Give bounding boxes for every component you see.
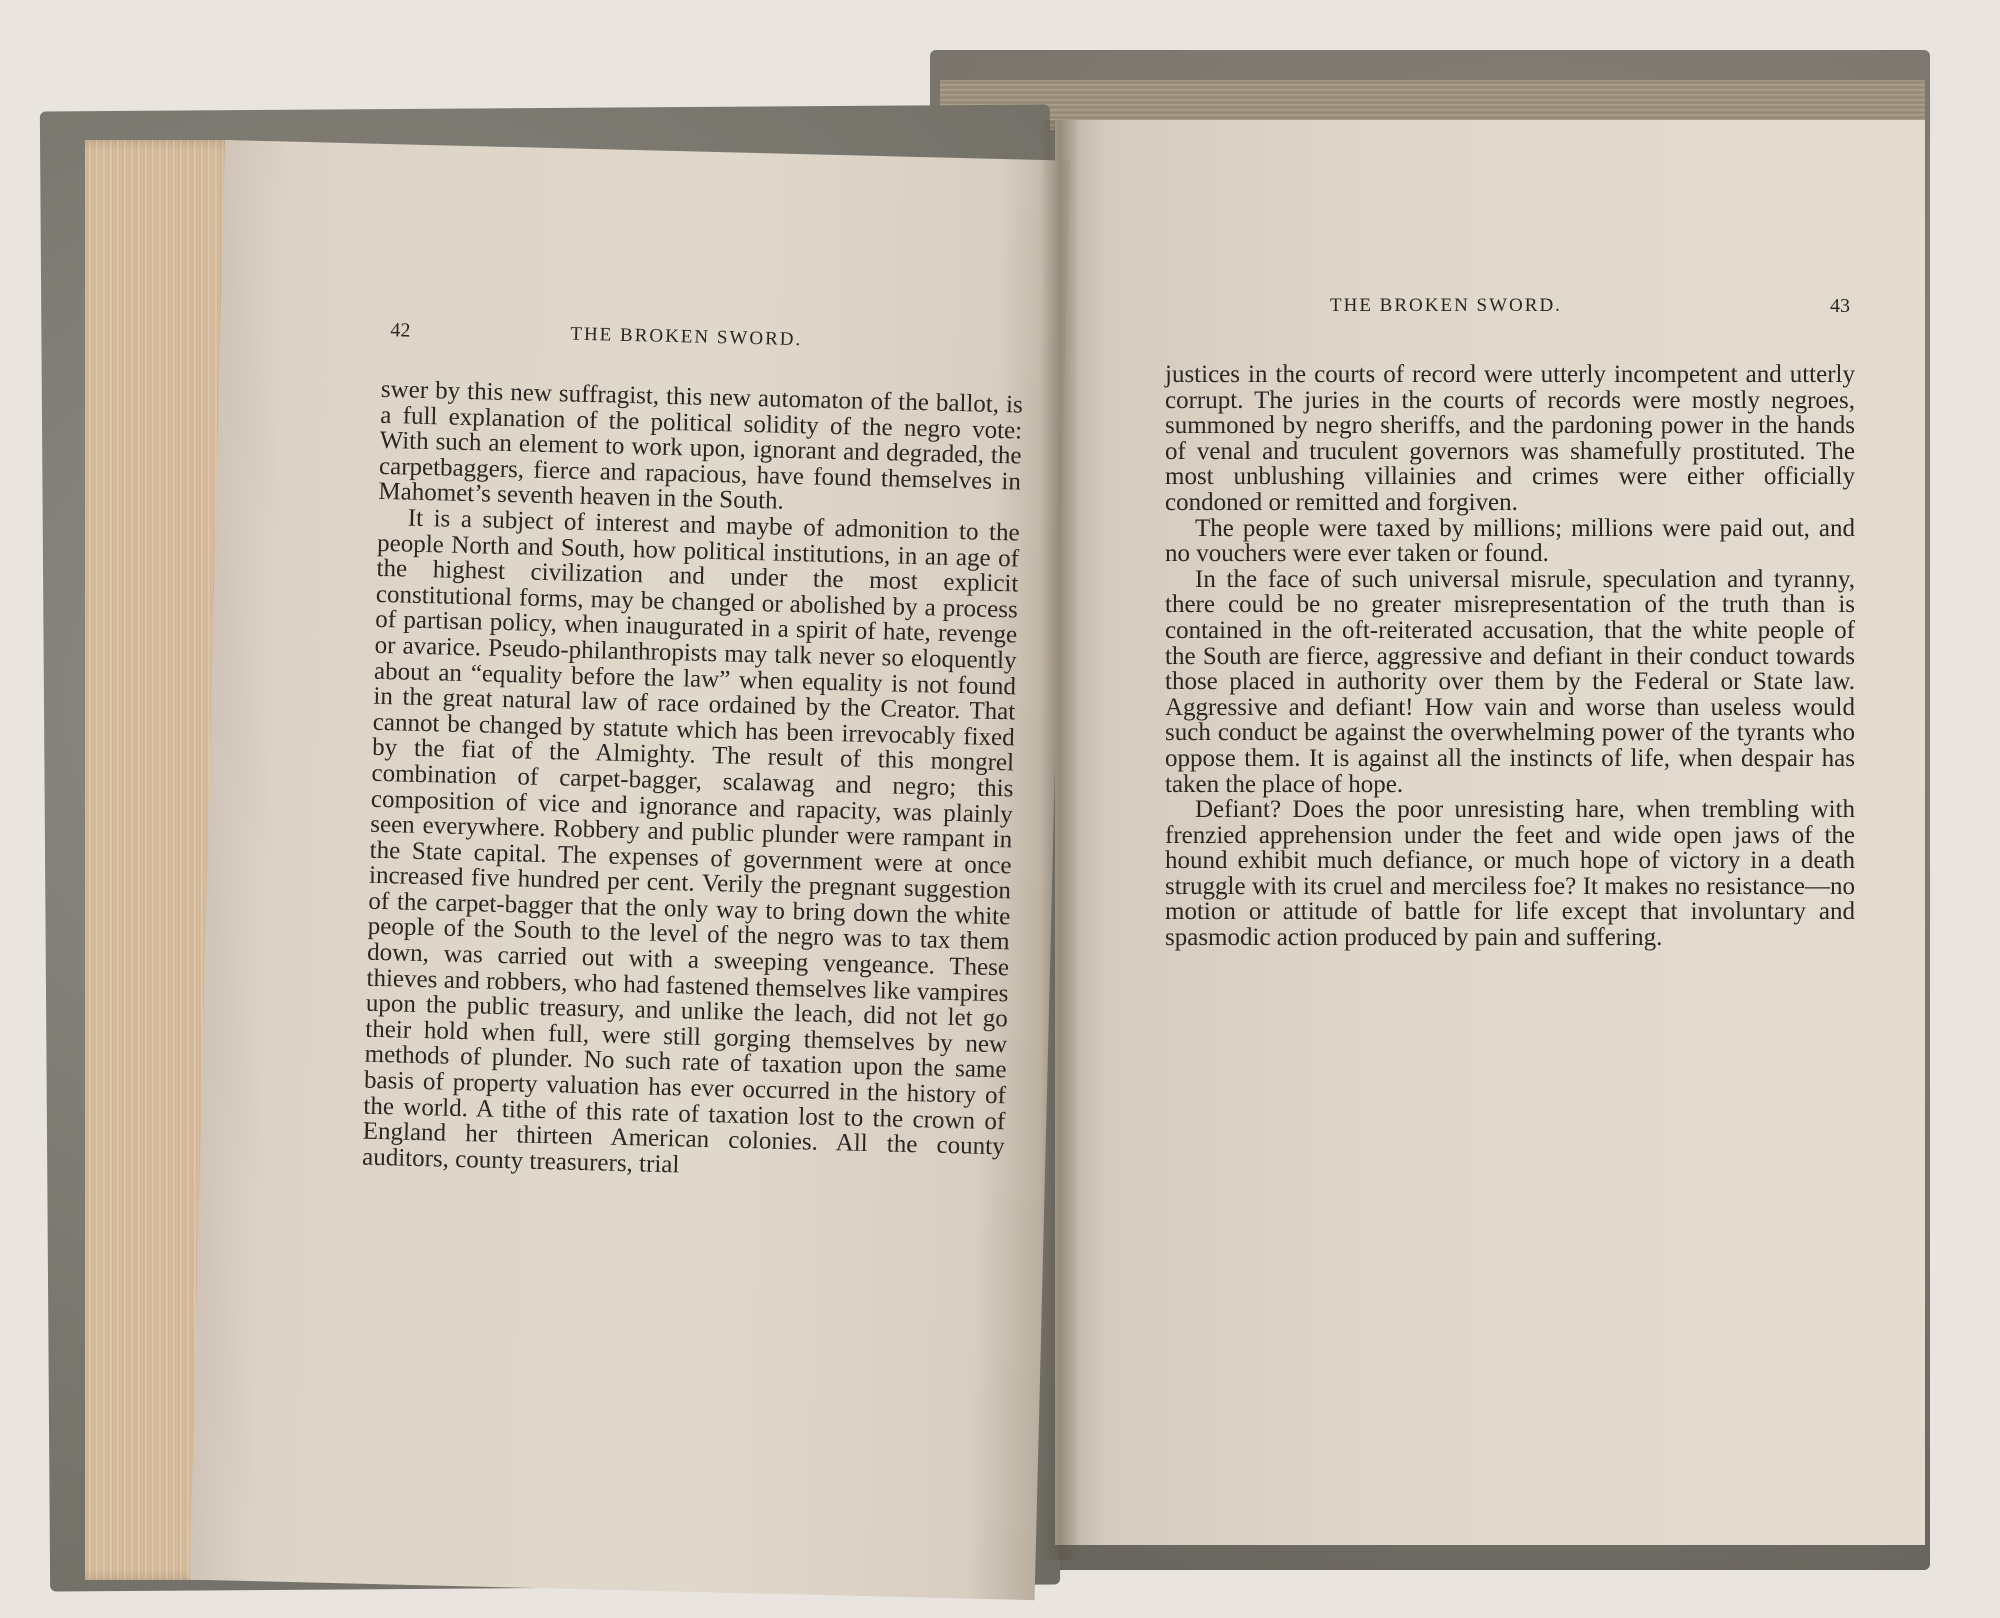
right-page-text: [1165, 362, 1855, 951]
paragraph: Defiant? Does the poor unresisting hare, when trembling with frenzied apprehension under the feet and wide open jaws of the hound exhibit much defiance, or much hope of victory in a death struggle with its cruel and merciless foe? It makes no resistance—no motion or attitude of battle for life except that involuntary and spasmodic action produced by pain and suffering.: [1165, 796, 1855, 952]
page-number: 43: [1830, 295, 1850, 317]
paragraph: swer by this new suffragist, this new automaton of the ballot, is a full explanation of the political solidity of the negro vote: With such an element to work upon, ignorant and degraded, the carpetbaggers, fierce and rapacious, have found themselves in Mahomet’s seventh heaven in the South.: [378, 375, 1024, 516]
paragraph: justices in the courts of record were utterly incompetent and utterly corrupt. The juries in the courts of records were mostly negroes, summoned by negro sheriffs, and the pardoning power in the hands of venal and truculent governors was shamefully prostituted. The most unblushing villainies and crimes were either officially condoned or remitted and forgiven.: [1165, 361, 1855, 516]
left-page-header: [390, 319, 1031, 351]
paragraph: The people were taxed by millions; millions were paid out, and no vouchers were ever taken or found.: [1165, 514, 1855, 568]
running-title: THE BROKEN SWORD.: [570, 323, 803, 351]
page-number: 42: [390, 319, 411, 342]
book-gutter-shadow: [1040, 120, 1080, 1560]
right-page: [1055, 120, 1925, 1545]
running-title: THE BROKEN SWORD.: [1330, 295, 1562, 316]
left-page-text: [362, 377, 1023, 1186]
paragraph: In the face of such universal misrule, speculation and tyranny, there could be no greater misrepresentation of the truth than is contained in the oft-reiterated accusation, that the white people of the South are fierce, aggressive and defiant in their conduct towards those placed in authority over them by the Federal or State law. Aggressive and defiant! How vain and worse than useless would such conduct be against the overwhelming power of the tyrants who oppose them. It is against all the instincts of life, when despair has taken the place of hope.: [1165, 565, 1855, 798]
paragraph: It is a subject of interest and maybe of admonition to the people North and South, how political institutions, in an age of the highest civilization and under the most explicit constitutional forms, may be changed or abolished by a process of partisan policy, when inaugurated in a spirit of hate, revenge or avarice. Pseudo-philanthropists may talk never so eloquently about an “equality before the law” when equality is not found in the great natural law of race ordained by the Creator. That cannot be changed by statute which has been irrevocably fixed by the fiat of the Almighty. The result of this mongrel combination of carpet-bagger, scalawag and negro; this composition of vice and ignorance and rapacity, was plainly seen everywhere. Robbery and public plunder were rampant in the State capital. The expenses of government were at once increased five hundred per cent. Verily the pregnant suggestion of the carpet-bagger that the only way to bring down the white people of the South to the level of the negro was to tax them down, was carried out with a sweeping vengeance. These thieves and robbers, who had fastened themselves like vampires upon the public treasury, and unlike the leach, did not let go their hold when full, were still gorging themselves by new methods of plunder. No such rate of taxation upon the same basis of property valuation has ever occurred in the history of the world. A tithe of this rate of taxation lost to the crown of England her thirteen American colonies. All the county auditors, county treasurers, trial: [361, 504, 1020, 1179]
left-page: [190, 140, 1070, 1600]
